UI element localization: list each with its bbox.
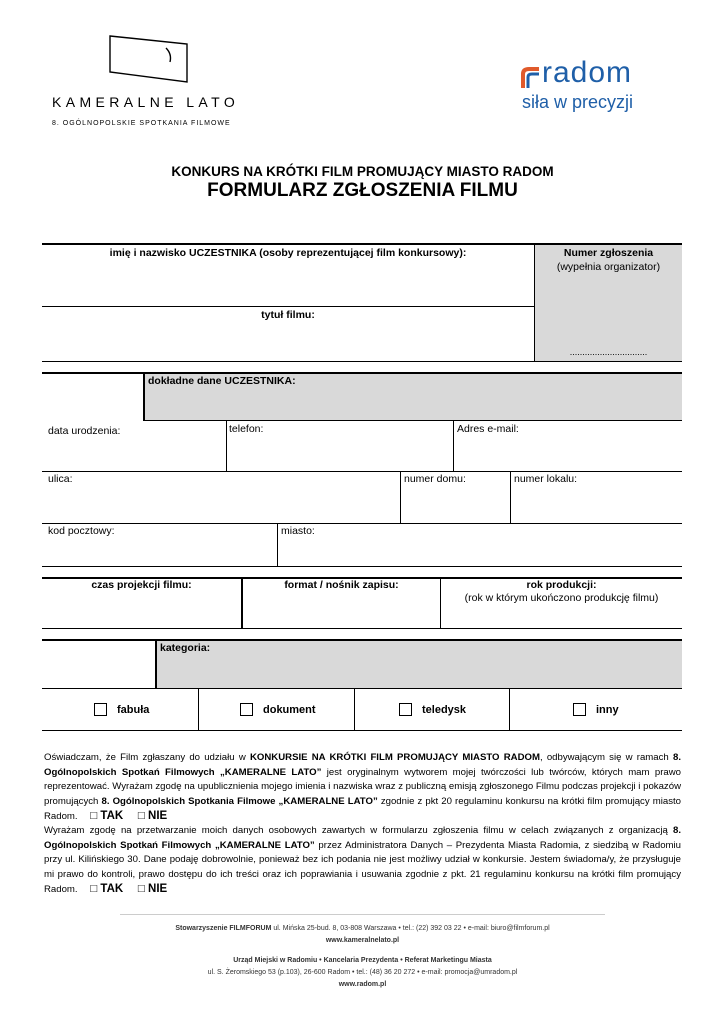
duration-field[interactable]	[42, 594, 239, 626]
application-number-note: (wypełnia organizator)	[556, 261, 661, 273]
declaration2-yes-option[interactable]: □ TAK	[90, 883, 124, 896]
footer-org2-www[interactable]: www.radom.pl	[338, 981, 387, 988]
declaration1-no-option[interactable]: □ NIE	[137, 810, 168, 823]
street-field[interactable]	[42, 488, 398, 522]
category-option-inny[interactable]	[571, 702, 651, 718]
email-label: Adres e-mail:	[457, 423, 519, 435]
birth-date-field[interactable]	[42, 440, 224, 470]
application-number-label: Numer zgłoszenia	[563, 247, 654, 259]
inny-label: inny	[596, 704, 619, 716]
phone-field[interactable]	[228, 440, 452, 470]
film-frame-logo-icon	[108, 34, 192, 84]
city-field[interactable]	[279, 540, 680, 565]
application-number-dots: ...............................	[569, 347, 648, 357]
logo-subtitle: 8. OGÓLNOPOLSKIE SPOTKANIA FILMOWE	[52, 120, 231, 127]
participant-details-header: dokładne dane UCZESTNIKA:	[148, 375, 296, 387]
participant-name-field[interactable]	[42, 262, 532, 304]
format-label: format / nośnik zapisu:	[284, 579, 399, 591]
zip-code-label: kod pocztowy:	[48, 525, 115, 537]
teledysk-checkbox[interactable]	[399, 703, 412, 716]
birth-date-label: data urodzenia:	[48, 425, 121, 437]
logo-title: KAMERALNE LATO	[52, 94, 240, 110]
zip-code-field[interactable]	[42, 540, 275, 565]
footer-org1-www[interactable]: www.kameralnelato.pl	[325, 937, 400, 944]
dokument-label: dokument	[263, 704, 316, 716]
inny-checkbox[interactable]	[573, 703, 586, 716]
category-option-dokument[interactable]	[238, 702, 348, 718]
participant-name-label: imię i nazwisko UCZESTNIKA (osoby reprezentującej film konkursowy):	[109, 247, 467, 259]
production-year-field[interactable]	[442, 606, 680, 626]
kameralne-lato-logo	[50, 32, 260, 132]
film-title-label: tytuł filmu:	[261, 309, 315, 321]
footer-org1-address: ul. Mińska 25-bud. 8, 03-808 Warszawa • tel.: (22) 392 03 22 • e-mail: biuro@filmforum.pl	[273, 925, 550, 932]
email-field[interactable]	[455, 440, 681, 470]
production-year-label: rok produkcji:	[526, 579, 597, 591]
city-label: miasto:	[281, 525, 315, 537]
film-title-field[interactable]	[42, 324, 532, 358]
format-field[interactable]	[244, 594, 439, 626]
radom-tagline: siła w precyzji	[522, 92, 634, 112]
declaration1-yes-option[interactable]: □ TAK	[90, 810, 124, 823]
footer-org1-name: Stowarzyszenie FILMFORUM	[175, 925, 272, 932]
footer-org2-address: ul. S. Żeromskiego 53 (p.103), 26-600 Radom • tel.: (48) 36 20 272 • e-mail: promocja@umradom.pl	[207, 969, 518, 976]
street-label: ulica:	[48, 473, 73, 485]
teledysk-label: teledysk	[422, 704, 467, 716]
house-number-field[interactable]	[402, 488, 508, 522]
radom-r-icon	[520, 66, 542, 90]
duration-label: czas projekcji filmu:	[91, 579, 192, 591]
declaration2-no-option[interactable]: □ NIE	[137, 883, 168, 896]
house-number-label: numer domu:	[404, 473, 466, 485]
category-option-fabula[interactable]	[92, 702, 192, 718]
form-title: FORMULARZ ZGŁOSZENIA FILMU	[207, 180, 518, 201]
phone-label: telefon:	[229, 423, 264, 435]
declaration-data-processing: Wyrażam zgodę na przetwarzanie moich danych osobowych zawartych w formularzu zgłoszenia filmu w celach związanych z organizacją 8. Ogólnopolskich Spotkań Filmowych „KAMERALNE LATO” przez Administratora Danych – Prezydenta Miasta Radomia, z siedzibą w Radomiu przy ul. Kilińskiego 30. Dane podaję dobrowolnie, ponieważ bez ich podania nie jest możliwy udział w konkursie. Jestem świadoma/y, że przysługuje mi prawo do kontroli, prawo dostępu do ich treści oraz ich poprawiania i usuwania zgodnie z pkt. 21 regulaminu konkursu na krótki film promujący Radom. □ TAK □ NIE	[44, 825, 681, 896]
radom-logo	[520, 56, 670, 118]
fabula-label: fabuła	[117, 704, 150, 716]
dokument-checkbox[interactable]	[240, 703, 253, 716]
contest-title: KONKURS NA KRÓTKI FILM PROMUJĄCY MIASTO RADOM	[171, 164, 554, 179]
flat-number-label: numer lokalu:	[514, 473, 578, 485]
category-option-teledysk[interactable]	[397, 702, 497, 718]
category-header: kategoria:	[160, 642, 211, 654]
flat-number-field[interactable]	[512, 488, 680, 522]
declaration-originality: Oświadczam, że Film zgłaszany do udziału w KONKURSIE NA KRÓTKI FILM PROMUJĄCY MIASTO RADOM, odbywającym się w ramach 8. Ogólnopolskich Spotkań Filmowych „KAMERALNE LATO” jest oryginalnym wytworem mojej twórczości lub twórców, których mam prawo reprezentować. Wyrażam zgodę na upublicznienia mojego imienia i nazwiska wraz z publiczną emisją zgłoszonego Filmu podczas projekcji i pokazów promujących 8. Ogólnopolskich Spotkania Filmowe „KAMERALNE LATO” zgodnie z pkt 20 regulaminu konkursu na krótki film promujący miasto Radom. □ TAK □ NIE	[44, 752, 681, 823]
fabula-checkbox[interactable]	[94, 703, 107, 716]
radom-brand: radom	[542, 56, 633, 89]
production-year-note: (rok w którym ukończono produkcję filmu)	[464, 592, 659, 604]
footer-org2-name: Urząd Miejski w Radomiu • Kancelaria Prezydenta • Referat Marketingu Miasta	[233, 957, 492, 964]
